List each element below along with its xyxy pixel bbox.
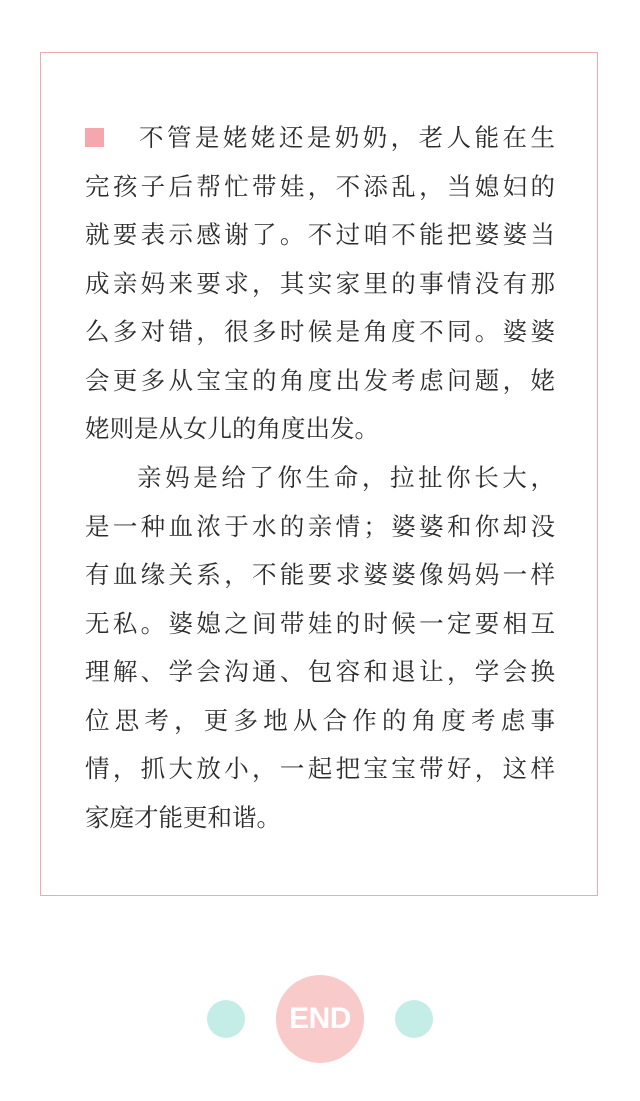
paragraph-1-line: 么多对错，很多时候是角度不同。婆婆 [85,317,555,346]
paragraph-1-line: 完孩子后帮忙带娃，不添乱，当媳妇的 [85,171,555,201]
paragraph-2-line: 情，抓大放小，一起把宝宝带好，这样 [85,754,555,783]
paragraph-2-line: 有血缘关系，不能要求婆婆像妈妈一样 [85,560,555,589]
paragraph-2 [85,454,555,842]
paragraph-2-line: 家庭才能更和谐。 [85,802,281,832]
paragraph-2-line: 无私。婆媳之间带娃的时候一定要相互 [85,608,555,638]
end-badge [276,975,364,1063]
paragraph-1-line: 会更多从宝宝的角度出发考虑问题，姥 [85,365,555,395]
paragraph-1-line: 不管是姥姥还是奶奶，老人能在生 [139,123,555,152]
paragraph-1-line: 成亲妈来要求，其实家里的事情没有那 [85,268,555,298]
decor-dot-right-icon [395,1000,433,1038]
end-label: END [289,1002,351,1035]
paragraph-2-line: 亲妈是给了你生命，拉扯你长大， [137,463,555,492]
paragraph-2-line: 位思考，更多地从合作的角度考虑事 [85,705,555,735]
paragraph-2-line: 理解、学会沟通、包容和退让，学会换 [85,657,555,686]
decor-dot-left-icon [207,1000,245,1038]
paragraph-1-line: 姥则是从女儿的角度出发。 [85,414,379,443]
paragraph-1-line: 就要表示感谢了。不过咱不能把婆婆当 [85,220,555,249]
paragraph-1 [85,114,555,454]
paragraph-2-line: 是一种血浓于水的亲情；婆婆和你却没 [85,511,555,541]
